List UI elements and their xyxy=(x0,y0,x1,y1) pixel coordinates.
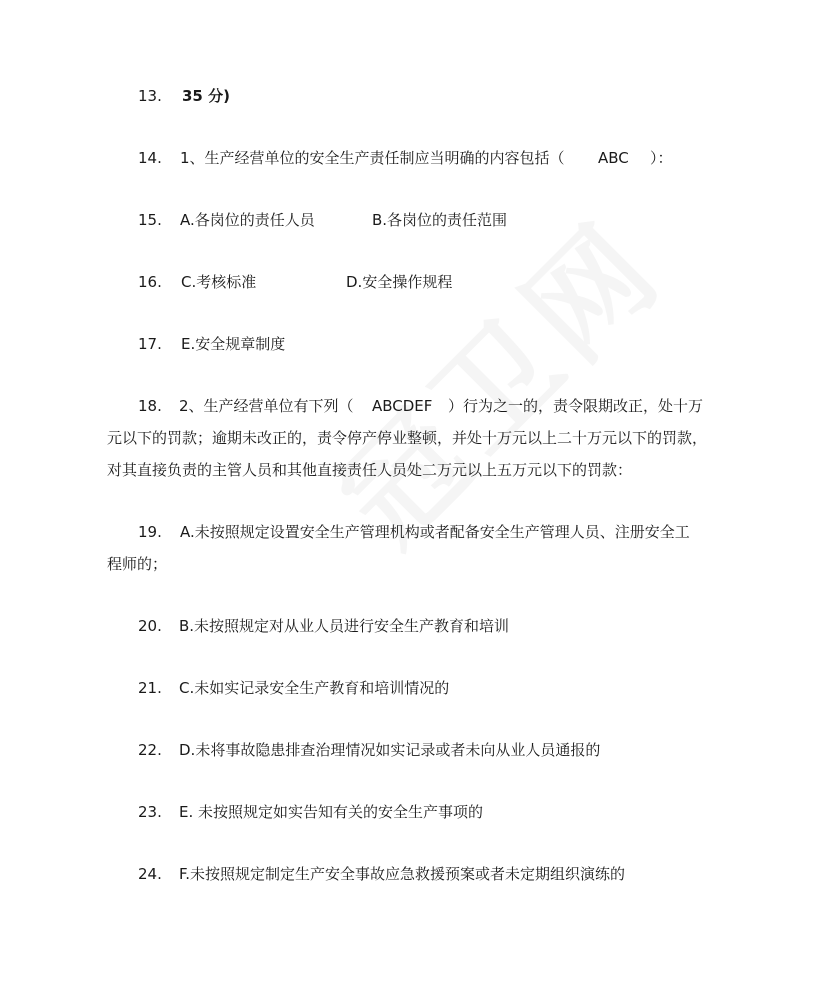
watermark xyxy=(296,177,693,574)
item-text: A.未按照规定设置安全生产管理机构或者配备安全生产管理人员、注册安全工 xyxy=(180,523,690,541)
option-d: D.安全操作规程 xyxy=(346,273,453,291)
item-number: 18. xyxy=(138,397,162,415)
item-text: C.未如实记录安全生产教育和培训情况的 xyxy=(179,679,450,697)
option-a: A.各岗位的责任人员 xyxy=(180,211,315,229)
answer: ABC xyxy=(598,149,629,167)
item-text: 2、生产经营单位有下列（ xyxy=(179,397,354,415)
item-number: 24. xyxy=(138,865,162,883)
item-number: 22. xyxy=(138,741,162,759)
option-b: B.各岗位的责任范围 xyxy=(372,211,508,229)
item-text: 35 分) xyxy=(182,87,230,105)
option-e: E.安全规章制度 xyxy=(181,335,286,353)
option-c: C.考核标准 xyxy=(181,273,257,291)
item-18-line3: 对其直接负责的主管人员和其他直接责任人员处二万元以上五万元以下的罚款： xyxy=(107,461,633,479)
item-text: B.未按照规定对从业人员进行安全生产教育和培训 xyxy=(179,617,510,635)
item-number: 21. xyxy=(138,679,162,697)
item-19-line2: 程师的； xyxy=(107,555,168,573)
item-text: D.未将事故隐患排查治理情况如实记录或者未向从业人员通报的 xyxy=(179,741,601,759)
answer: ABCDEF xyxy=(372,397,433,415)
item-number: 13. xyxy=(138,87,162,105)
item-number: 23. xyxy=(138,803,162,821)
item-number: 15. xyxy=(138,211,162,229)
item-number: 17. xyxy=(138,335,162,353)
item-text: F.未按照规定制定生产安全事故应急救援预案或者未定期组织演练的 xyxy=(179,865,625,883)
item-text-end: ）： xyxy=(650,149,673,167)
item-number: 19. xyxy=(138,523,162,541)
item-text-end: ）行为之一的，责令限期改正，处十万 xyxy=(448,397,704,415)
item-text: E. 未按照规定如实告知有关的安全生产事项的 xyxy=(179,803,484,821)
item-18-line2: 元以下的罚款；逾期未改正的，责令停产停业整顿，并处十万元以上二十万元以下的罚款， xyxy=(107,429,708,447)
item-number: 16. xyxy=(138,273,162,291)
item-text: 1、生产经营单位的安全生产责任制应当明确的内容包括（ xyxy=(180,149,565,167)
item-number: 20. xyxy=(138,617,162,635)
item-number: 14. xyxy=(138,149,162,167)
